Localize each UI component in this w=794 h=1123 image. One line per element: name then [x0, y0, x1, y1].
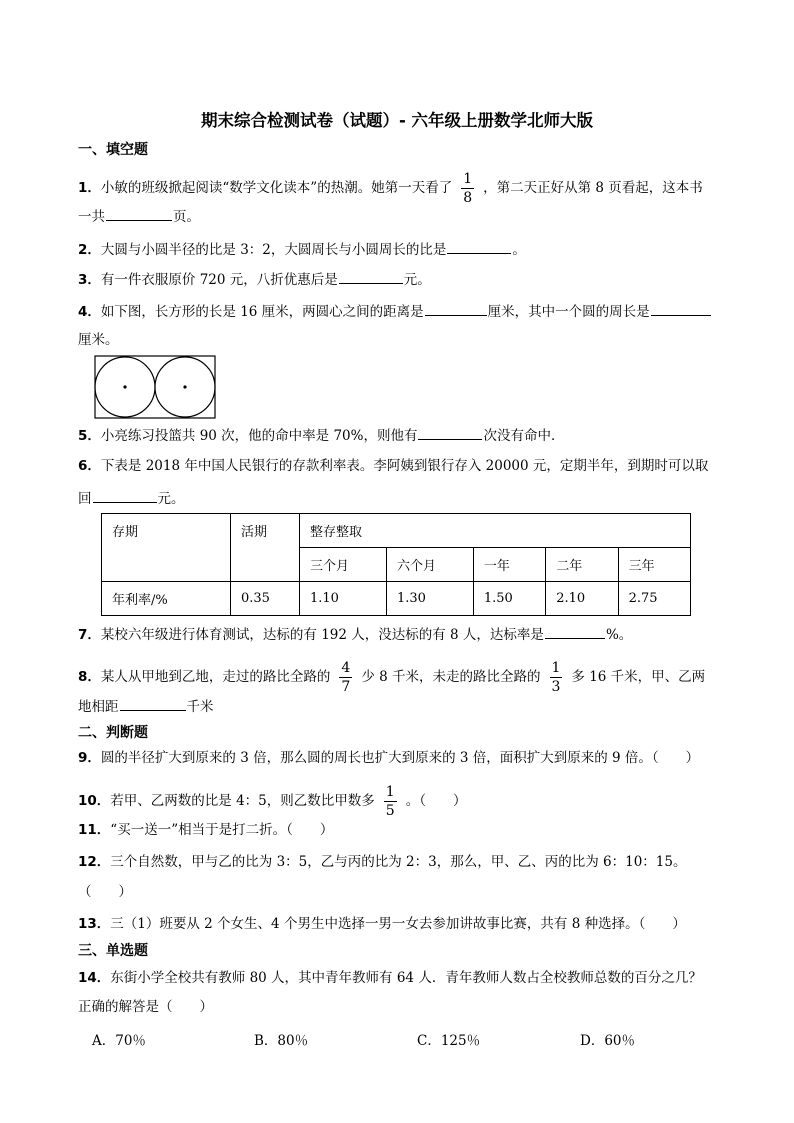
- question-text: 次没有命中．: [483, 428, 565, 444]
- question-text: 若甲、乙两数的比是 4：5，则乙数比甲数多: [110, 793, 375, 809]
- question-14: [78, 968, 702, 988]
- question-text: 有一件衣服原价 720 元，八折优惠后是: [100, 272, 338, 288]
- question-8: [78, 659, 705, 696]
- answer-blank[interactable]: [106, 205, 172, 221]
- question-9: [78, 748, 699, 768]
- fraction: [384, 783, 397, 820]
- question-text: 东街小学全校共有教师 80 人，其中青年教师有 64 人．青年教师人数占全校教师总数的百分之几？: [110, 970, 702, 986]
- question-text: 下表是 2018 年中国人民银行的存款利率表。李阿姨到银行存入 20000 元，定期半年，到期时可以取: [100, 458, 709, 474]
- question-number: 2．: [78, 242, 101, 258]
- question-text: 多 16 千米，甲、乙两: [571, 669, 706, 685]
- header-demand: 活期: [231, 514, 300, 582]
- rate-cell: 0.35: [231, 582, 300, 616]
- question-1: [78, 170, 703, 207]
- question-text: 三个自然数，甲与乙的比为 3：5，乙与丙的比为 2：3，那么，甲、乙、丙的比为 6：10：15。: [110, 854, 687, 870]
- question-number: 4．: [78, 304, 101, 320]
- period-cell: 二年: [546, 548, 618, 582]
- period-cell: 三个月: [300, 548, 387, 582]
- fraction-numerator: 1: [463, 171, 473, 187]
- table-row: [102, 582, 691, 616]
- question-text: 。: [512, 242, 526, 258]
- question-10: [78, 783, 466, 820]
- answer-blank[interactable]: [447, 238, 511, 254]
- fraction-denominator: 5: [385, 803, 395, 819]
- fraction-denominator: 7: [341, 679, 351, 695]
- question-text: 页。: [173, 209, 200, 225]
- question-11: [78, 820, 333, 840]
- fraction-numerator: 1: [385, 784, 395, 800]
- header-term: 存期: [102, 514, 231, 582]
- question-text: 。（ ）: [405, 793, 467, 809]
- answer-blank[interactable]: [93, 487, 157, 503]
- fraction: [339, 659, 352, 696]
- page-title: 期末综合检测试卷（试题）- 六年级上册数学北师大版: [200, 111, 594, 130]
- section-heading-true-false: 二、判断题: [78, 725, 148, 741]
- question-2: [78, 238, 526, 260]
- fraction-denominator: 3: [551, 679, 561, 695]
- fraction-denominator: 8: [463, 190, 473, 206]
- question-text: 小敏的班级掀起阅读“数学文化读本”的热潮。她第一天看了: [100, 180, 453, 196]
- question-number: 14．: [78, 970, 111, 986]
- question-text: 某校六年级进行体育测试，达标的有 192 人，没达标的有 8 人，达标率是: [100, 627, 544, 643]
- question-14-continued: [78, 997, 213, 1017]
- question-6-continued: [78, 487, 185, 509]
- question-text: 回: [78, 491, 92, 507]
- table-row: [102, 514, 691, 548]
- question-4: [78, 300, 712, 322]
- question-12-continued: [78, 882, 132, 902]
- question-4-continued: [78, 330, 119, 350]
- question-number: 6．: [78, 458, 101, 474]
- option-a[interactable]: A．70％: [92, 1033, 146, 1049]
- question-text: “买一送一”相当于是打二折。（ ）: [110, 822, 334, 838]
- right-center-dot: [183, 385, 186, 388]
- question-text: 大圆与小圆半径的比是 3：2，大圆周长与小圆周长的比是: [100, 242, 447, 258]
- rate-cell: 2.75: [618, 582, 690, 616]
- period-cell: 六个月: [386, 548, 473, 582]
- question-text: 厘米。: [78, 332, 119, 348]
- answer-blank[interactable]: [545, 623, 605, 639]
- question-text: 地相距: [78, 699, 119, 715]
- question-12: [78, 852, 686, 872]
- question-text: 元。: [157, 491, 185, 507]
- header-fixed: 整存整取: [300, 514, 691, 548]
- fraction-numerator: 4: [341, 660, 351, 676]
- answer-blank[interactable]: [651, 300, 711, 316]
- answer-blank[interactable]: [339, 268, 403, 284]
- question-number: 9．: [78, 750, 101, 766]
- fraction: [550, 659, 563, 696]
- question-text: 千米: [186, 699, 214, 715]
- answer-blank[interactable]: [120, 695, 186, 711]
- question-7: [78, 623, 632, 645]
- option-d[interactable]: D．60％: [580, 1033, 636, 1049]
- question-number: 5．: [78, 428, 101, 444]
- question-5: [78, 424, 564, 446]
- question-8-continued: [78, 695, 214, 717]
- question-number: 13．: [78, 916, 111, 932]
- answer-blank[interactable]: [418, 424, 482, 440]
- question-text: 三（1）班要从 2 个女生、4 个男生中选择一男一女去参加讲故事比赛，共有 8 种选择。（ ）: [110, 916, 686, 932]
- interest-rate-table: [101, 513, 691, 616]
- question-3: [78, 268, 431, 290]
- left-center-dot: [123, 385, 126, 388]
- period-cell: 一年: [473, 548, 545, 582]
- question-number: 12．: [78, 854, 111, 870]
- question-text: 圆的半径扩大到原来的 3 倍，那么圆的周长也扩大到原来的 3 倍，面积扩大到原来的 9 倍。（ ）: [100, 750, 700, 766]
- question-number: 8．: [78, 669, 101, 685]
- section-heading-multiple-choice: 三、单选题: [78, 943, 148, 959]
- question-13: [78, 914, 686, 934]
- option-c[interactable]: C．125％: [417, 1033, 481, 1049]
- rate-cell: 1.50: [473, 582, 545, 616]
- fraction-numerator: 1: [551, 660, 561, 676]
- question-text: ，第二天正好从第 8 页看起，这本书: [483, 180, 703, 196]
- question-1-continued: [78, 205, 200, 227]
- rate-cell: 1.10: [300, 582, 387, 616]
- answer-blank[interactable]: [425, 300, 487, 316]
- period-cell: 三年: [618, 548, 690, 582]
- question-number: 7．: [78, 627, 101, 643]
- question-number: 3．: [78, 272, 101, 288]
- question-text: 如下图，长方形的长是 16 厘米，两圆心之间的距离是: [100, 304, 424, 320]
- question-text: 一共: [78, 209, 105, 225]
- question-text: 少 8 千米，未走的路比全路的: [361, 669, 541, 685]
- question-text: %。: [605, 627, 633, 643]
- rate-cell: 1.30: [386, 582, 473, 616]
- question-6: [78, 456, 708, 476]
- section-heading-fill-blank: 一、填空题: [78, 142, 148, 158]
- rectangle-two-circles-figure: [94, 355, 216, 419]
- row-label: 年利率/%: [102, 582, 231, 616]
- question-text: 厘米，其中一个圆的周长是: [487, 304, 650, 320]
- question-number: 1．: [78, 180, 101, 196]
- rate-cell: 2.10: [546, 582, 618, 616]
- question-text: （ ）: [78, 884, 132, 900]
- question-text: 元。: [403, 272, 431, 288]
- question-number: 10．: [78, 793, 111, 809]
- question-text: 正确的解答是（ ）: [78, 999, 213, 1015]
- option-b[interactable]: B．80％: [254, 1033, 309, 1049]
- question-number: 11．: [78, 822, 111, 838]
- question-text: 小亮练习投篮共 90 次，他的命中率是 70%，则他有: [100, 428, 418, 444]
- question-text: 某人从甲地到乙地，走过的路比全路的: [100, 669, 331, 685]
- fraction: [461, 170, 474, 207]
